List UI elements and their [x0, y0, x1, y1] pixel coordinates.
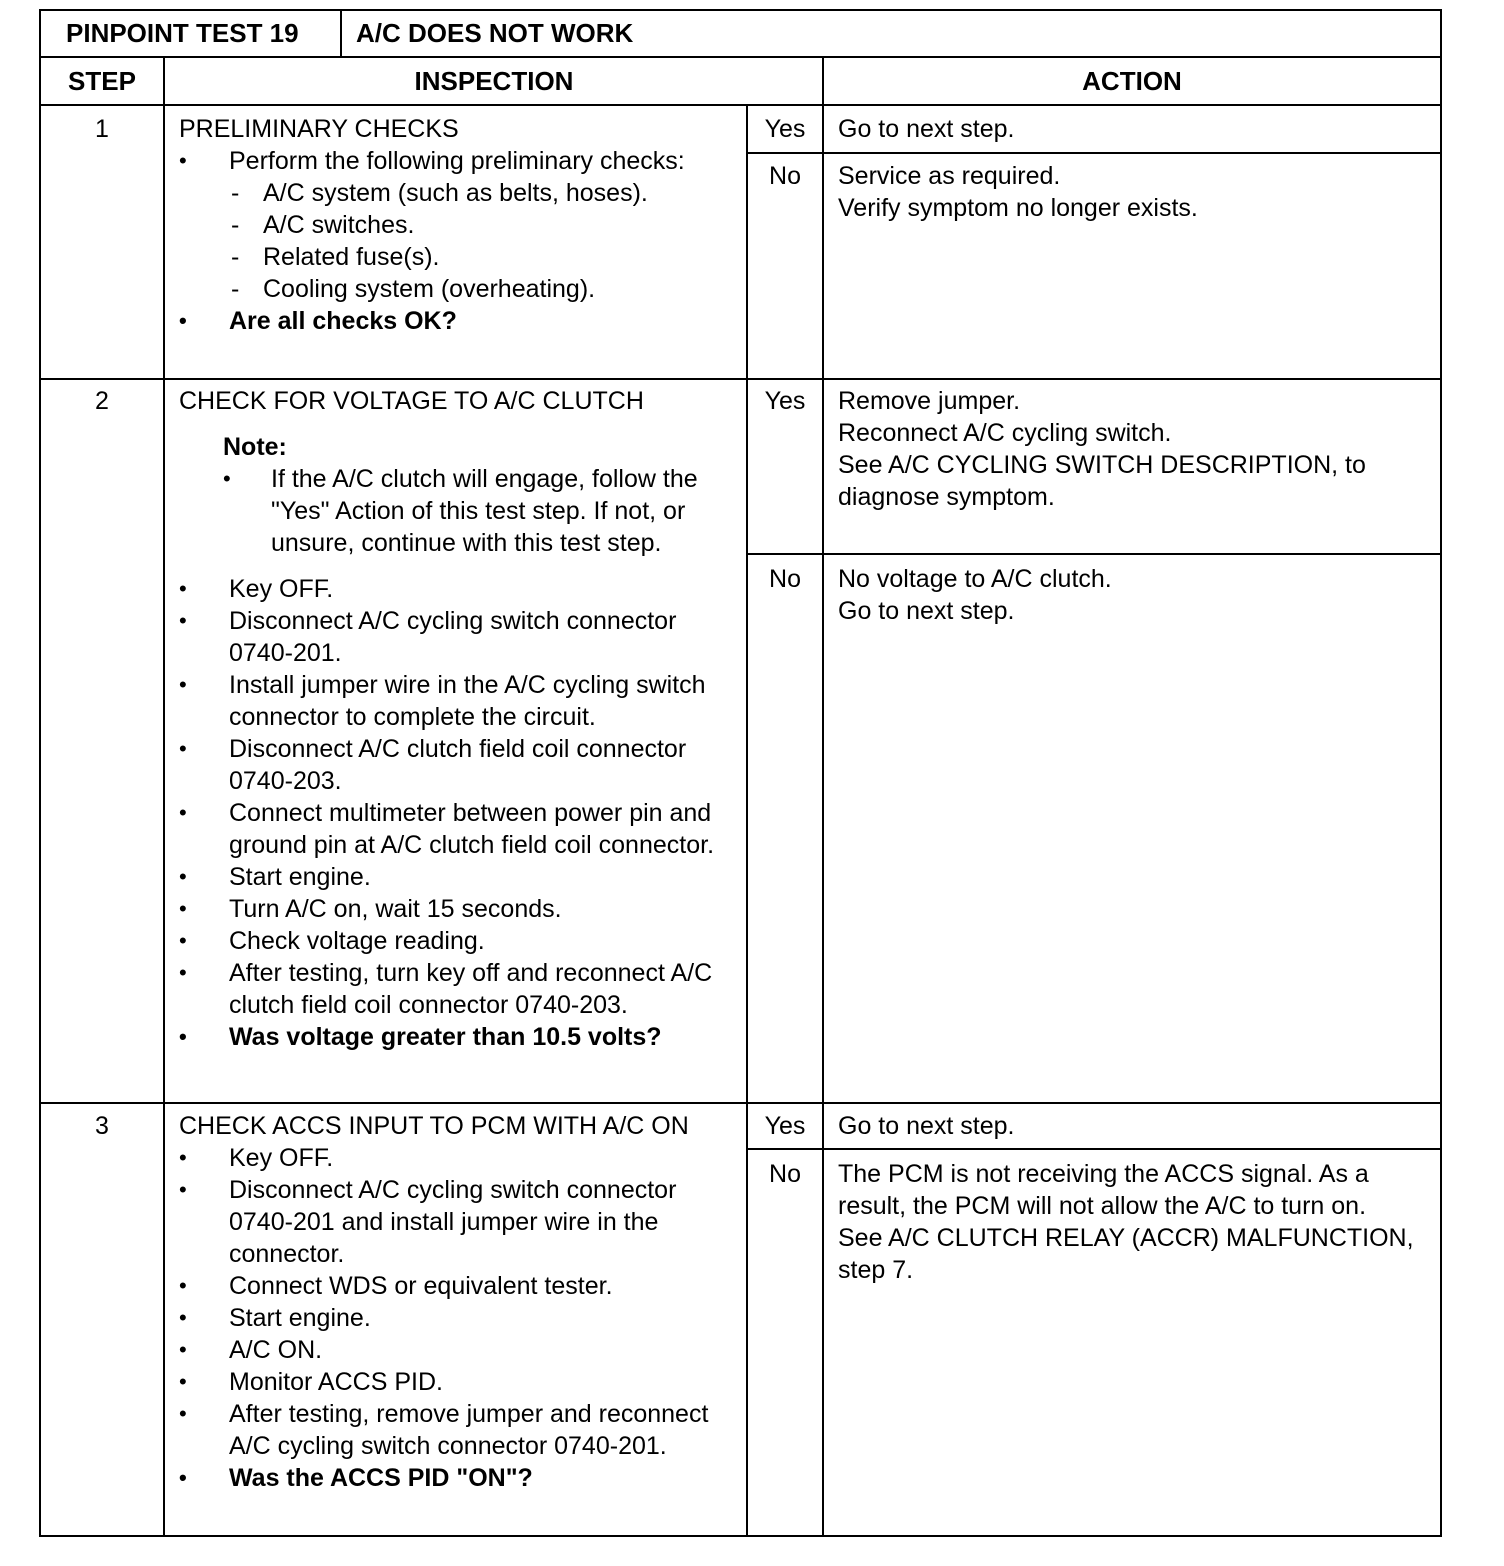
no-action: No voltage to A/C clutch. Go to next step. [838, 565, 1112, 625]
yes-action: Remove jumper. Reconnect A/C cycling switch. See A/C CYCLING SWITCH DESCRIPTION, to diagnose symptom. [838, 387, 1366, 511]
inspection-bullet: • Disconnect A/C cycling switch connector 0740-201. [179, 605, 739, 669]
no-label: No [769, 162, 801, 190]
yes-action: Go to next step. [838, 1112, 1015, 1140]
yes-label: Yes [764, 115, 806, 143]
sub-check: - Cooling system (overheating). [229, 273, 739, 305]
header-step: STEP [68, 66, 136, 96]
title-divider [340, 9, 342, 57]
inspection-bullet: • Disconnect A/C cycling switch connector 0740-201 and install jumper wire in the connector. [179, 1174, 741, 1270]
no-label: No [769, 565, 801, 593]
step-1-inspection [179, 113, 739, 337]
step-question: • Was voltage greater than 10.5 volts? [179, 1021, 739, 1053]
step-question: • Was the ACCS PID "ON"? [179, 1462, 741, 1494]
sub-check: - Related fuse(s). [229, 241, 739, 273]
col-divider-yes-no [746, 104, 748, 1537]
inspection-bullet: • Turn A/C on, wait 15 seconds. [179, 893, 739, 925]
inspection-bullet: • Perform the following preliminary checks: - A/C system (such as belts, hoses). - A/C switches. - Related fuse(s). - Cooling system (overheating). [179, 145, 739, 305]
no-action: Service as required. Verify symptom no longer exists. [838, 162, 1198, 222]
inspection-bullet: • Monitor ACCS PID. [179, 1366, 741, 1398]
step-2-inspection [179, 385, 739, 1053]
step-3-inspection [179, 1110, 741, 1494]
no-label: No [769, 1160, 801, 1188]
inspection-bullet: • Check voltage reading. [179, 925, 739, 957]
yes-no-divider-step1 [746, 152, 1442, 154]
sub-check: - A/C switches. [229, 209, 739, 241]
header-action: ACTION [1082, 66, 1182, 96]
note-block [179, 431, 739, 559]
step-question: • Are all checks OK? [179, 305, 739, 337]
test-id: PINPOINT TEST 19 [66, 18, 299, 48]
step-heading: CHECK ACCS INPUT TO PCM WITH A/C ON [179, 1112, 689, 1140]
col-divider-action [822, 56, 824, 1537]
inspection-bullet: • A/C ON. [179, 1334, 741, 1366]
step-number: 1 [95, 115, 109, 143]
inspection-bullet: • Connect multimeter between power pin and ground pin at A/C clutch field coil connector. [179, 797, 739, 861]
inspection-bullet: • After testing, remove jumper and reconnect A/C cycling switch connector 0740-201. [179, 1398, 741, 1462]
row-divider-step1 [39, 378, 1442, 380]
inspection-bullet: • Install jumper wire in the A/C cycling switch connector to complete the circuit. [179, 669, 739, 733]
step-heading: CHECK FOR VOLTAGE TO A/C CLUTCH [179, 387, 644, 415]
inspection-bullet: • Connect WDS or equivalent tester. [179, 1270, 741, 1302]
step-number: 3 [95, 1112, 109, 1140]
row-divider-header [39, 104, 1442, 106]
note-text: • If the A/C clutch will engage, follow the "Yes" Action of this test step. If not, or unsure, continue with this test step. [223, 463, 739, 559]
sub-check: - A/C system (such as belts, hoses). [229, 177, 739, 209]
row-divider-step2 [39, 1102, 1442, 1104]
yes-label: Yes [764, 1112, 806, 1140]
inspection-bullet: • Start engine. [179, 861, 739, 893]
inspection-bullet: • Key OFF. [179, 1142, 741, 1174]
row-divider-title [39, 56, 1442, 58]
yes-no-divider-step2 [746, 553, 1442, 555]
inspection-bullet: • Key OFF. [179, 573, 739, 605]
header-inspection: INSPECTION [414, 66, 574, 96]
yes-no-divider-step3 [746, 1148, 1442, 1150]
yes-action: Go to next step. [838, 115, 1015, 143]
col-divider-step [163, 56, 165, 1537]
inspection-bullet: • Disconnect A/C clutch field coil connector 0740-203. [179, 733, 739, 797]
inspection-bullet: • Start engine. [179, 1302, 741, 1334]
no-action: The PCM is not receiving the ACCS signal. As a result, the PCM will not allow the A/C to turn on. See A/C CLUTCH RELAY (ACCR) MALFUNCTION, step 7. [838, 1160, 1414, 1284]
test-name: A/C DOES NOT WORK [356, 18, 634, 48]
step-number: 2 [95, 387, 109, 415]
note-label: Note: [223, 433, 287, 461]
yes-label: Yes [764, 387, 806, 415]
inspection-bullet: • After testing, turn key off and reconnect A/C clutch field coil connector 0740-203. [179, 957, 739, 1021]
step-heading: PRELIMINARY CHECKS [179, 115, 459, 143]
